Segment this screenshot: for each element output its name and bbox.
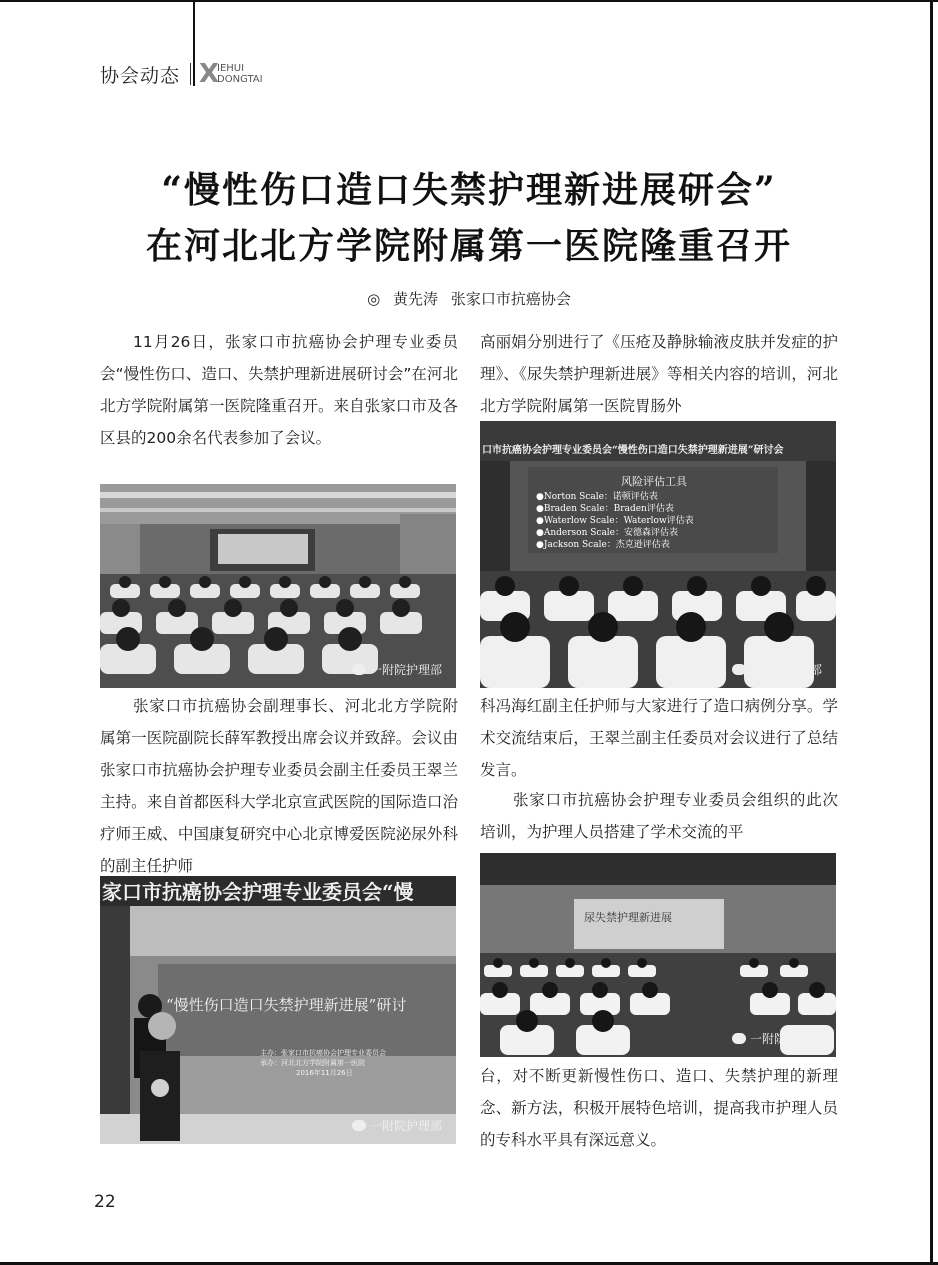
photo-risk-assessment-screen [480, 421, 836, 688]
section-title: 协会动态 [100, 64, 181, 87]
section-pinyin-line1: IEHUI [217, 63, 245, 74]
byline-symbol: ◎ [367, 290, 381, 308]
screen-line-5: ●Jackson Scale：杰克逊评估表 [536, 540, 670, 550]
page-border-top [0, 0, 938, 2]
article-title-line1: “慢性伤口造口失禁护理新进展研会” [161, 169, 777, 211]
wechat-icon [732, 1033, 746, 1044]
photo-watermark: 一附院护理部 [732, 1030, 822, 1047]
paragraph-3: 张家口市抗癌协会副理事长、河北北方学院附属第一医院副院长薛军教授出席会议并致辞。会议由张家口市抗癌协会护理专业委员会副主任委员王翠兰主持。来自首都医科大学北京宣武医院的国际造口治疗师王威、中国康复研究中心北京博爱医院泌尿外科的副主任护师 [100, 697, 458, 875]
page-number: 22 [94, 1192, 116, 1212]
screen-date: 2016年11月26日 [296, 1069, 353, 1077]
photo-watermark: 一附院护理部 [352, 661, 442, 678]
section-pinyin-initial: X [199, 59, 220, 89]
photo-banner: 口市抗癌协会护理专业委员会“慢性伤口造口失禁护理新进展”研讨会 [482, 445, 784, 456]
wechat-icon [352, 1120, 366, 1131]
wechat-icon [732, 664, 746, 675]
photo-incontinence-lecture [480, 853, 836, 1057]
screen-organizer: 主办：张家口市抗癌协会护理专业委员会 [260, 1049, 386, 1057]
screen-line-2: ●Braden Scale：Braden评估表 [536, 504, 674, 514]
screen-line-4: ●Anderson Scale：安德森评估表 [536, 528, 679, 538]
photo-speaker-podium [100, 876, 456, 1144]
byline [0, 288, 938, 309]
section-header [100, 60, 279, 88]
byline-organization: 张家口市抗癌协会 [450, 290, 571, 308]
wechat-icon [352, 664, 366, 675]
photo-watermark: 一附院护理部 [732, 661, 822, 678]
paragraph-5: 张家口市抗癌协会护理专业委员会组织的此次培训，为护理人员搭建了学术交流的平 [480, 791, 838, 841]
screen-line-3: ●Waterlow Scale：Waterlow评估表 [536, 516, 694, 526]
section-pinyin-line2: DONGTAI [217, 74, 263, 85]
screen-line-1: ●Norton Scale：诺顿评估表 [536, 492, 658, 502]
byline-author: 黄先涛 [393, 290, 439, 308]
section-divider [190, 63, 191, 85]
screen-host: 承办：河北北方学院附属第一医院 [260, 1059, 365, 1067]
paragraph-6: 台，对不断更新慢性伤口、造口、失禁护理的新理念、新方法，积极开展特色培训，提高我市护理人员的专科水平具有深远意义。 [480, 1067, 838, 1149]
paragraph-2: 高丽娟分别进行了《压疮及静脉输液皮肤并发症的护理》、《尿失禁护理新进展》等相关内容的培训，河北北方学院附属第一医院胃肠外 [480, 333, 838, 415]
photo-watermark: 一附院护理部 [352, 1117, 442, 1134]
screen-title: 风险评估工具 [621, 475, 687, 488]
screen-title: 尿失禁护理新进展 [584, 911, 672, 924]
screen-content [536, 473, 772, 551]
screen-title: “慢性伤口造口失禁护理新进展”研讨 [166, 996, 407, 1014]
paragraph-1: 11月26日，张家口市抗癌协会护理专业委员会“慢性伤口、造口、失禁护理新进展研讨会”在河北北方学院附属第一医院隆重召开。来自张家口市及各区县的200余名代表参加了会议。 [100, 333, 458, 447]
photo-banner: 家口市抗癌协会护理专业委员会“慢 [102, 880, 414, 904]
section-pinyin [199, 60, 279, 88]
photo-conference-hall [100, 484, 456, 688]
article-title-line2: 在河北北方学院附属第一医院隆重召开 [145, 225, 792, 267]
paragraph-4: 科冯海红副主任护师与大家进行了造口病例分享。学术交流结束后，王翠兰副主任委员对会议进行了总结发言。 [480, 697, 838, 779]
